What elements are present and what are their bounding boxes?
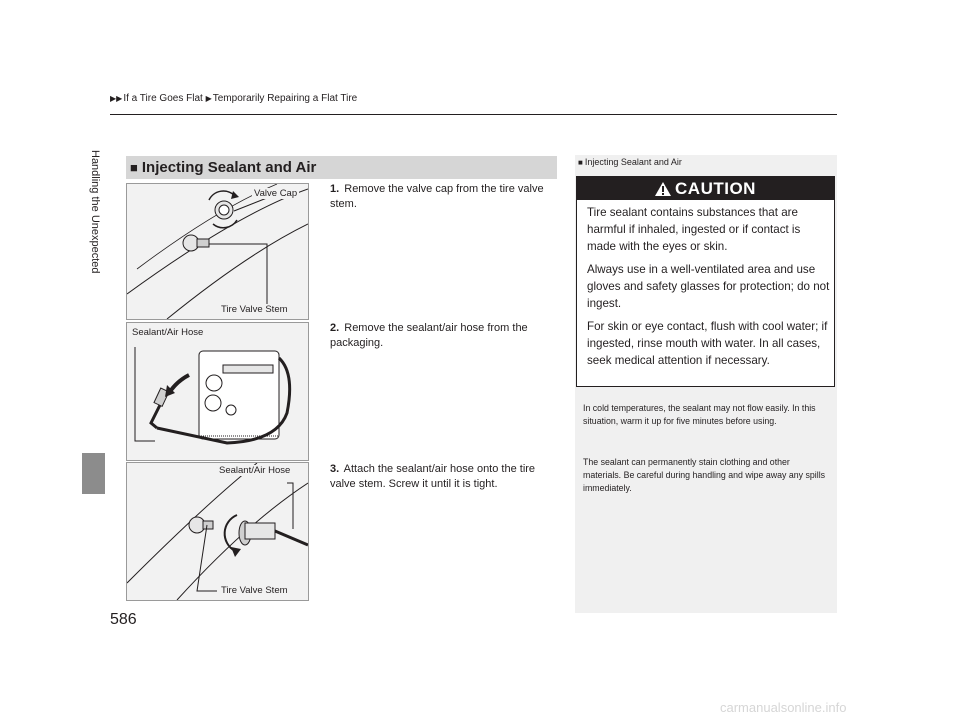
- label-tire-valve-stem: Tire Valve Stem: [221, 585, 288, 596]
- chapter-label: Handling the Unexpected: [89, 150, 101, 274]
- label-tire-valve-stem: Tire Valve Stem: [221, 304, 288, 315]
- step-text: Remove the valve cap from the tire valve stem.: [330, 183, 544, 210]
- step-3: [330, 462, 556, 492]
- breadcrumb-item[interactable]: If a Tire Goes Flat: [123, 93, 203, 104]
- page-number: 586: [110, 611, 137, 628]
- step-1: [330, 182, 556, 212]
- step-text: Remove the sealant/air hose from the packaging.: [330, 322, 528, 349]
- note-marker-icon: ■: [578, 158, 583, 167]
- header-divider: [110, 114, 837, 115]
- label-valve-cap: Valve Cap: [254, 188, 298, 199]
- square-bullet-icon: ■: [130, 160, 138, 175]
- figure-attach-hose: [126, 462, 309, 601]
- caution-paragraph: Always use in a well-ventilated area and use gloves and safety glasses for protection; do not ingest.: [587, 263, 830, 310]
- watermark: carmanualsonline.info: [720, 700, 847, 715]
- breadcrumb-item[interactable]: Temporarily Repairing a Flat Tire: [212, 93, 358, 104]
- attach-hose-illustration: [127, 463, 308, 600]
- caution-header: [577, 177, 834, 200]
- section-heading: [126, 156, 557, 179]
- sidebar-title-text: Injecting Sealant and Air: [584, 157, 682, 167]
- step-number: 3.: [330, 463, 340, 475]
- step-2: [330, 321, 556, 351]
- caution-paragraph: For skin or eye contact, flush with cool water; if ingested, rinse mouth with water. In all cases, seek medical attention if necessary.: [587, 320, 828, 367]
- label-sealant-air-hose: Sealant/Air Hose: [219, 465, 291, 476]
- section-title: Injecting Sealant and Air: [141, 159, 317, 176]
- label-sealant-air-hose: Sealant/Air Hose: [132, 327, 204, 338]
- step-text: Attach the sealant/air hose onto the tire valve stem. Screw it until it is tight.: [330, 463, 536, 490]
- sidebar-note: The sealant can permanently stain clothing and other materials. Be careful during handling and wipe away any spills immediately.: [583, 457, 826, 493]
- figure-sealant-hose: [126, 322, 309, 461]
- step-number: 1.: [330, 183, 340, 195]
- sidebar-title: [578, 157, 682, 167]
- tire-valve-illustration: [127, 184, 308, 319]
- chapter-tab: [82, 453, 105, 494]
- step-number: 2.: [330, 322, 340, 334]
- caution-heading: CAUTION: [675, 178, 756, 198]
- breadcrumb: [110, 93, 357, 104]
- chevron-right-icon: ▶▶: [110, 94, 123, 103]
- figure-valve-cap: [126, 183, 309, 320]
- sealant-kit-illustration: [127, 323, 308, 460]
- chevron-right-icon: ▶: [205, 94, 212, 103]
- warning-triangle-icon: [655, 182, 671, 196]
- caution-paragraph: Tire sealant contains substances that are harmful if inhaled, ingested or if contact is made with the eyes or skin.: [587, 206, 801, 253]
- sidebar-note: In cold temperatures, the sealant may not flow easily. In this situation, warm it up for five minutes before using.: [583, 403, 816, 426]
- caution-box: [576, 176, 835, 387]
